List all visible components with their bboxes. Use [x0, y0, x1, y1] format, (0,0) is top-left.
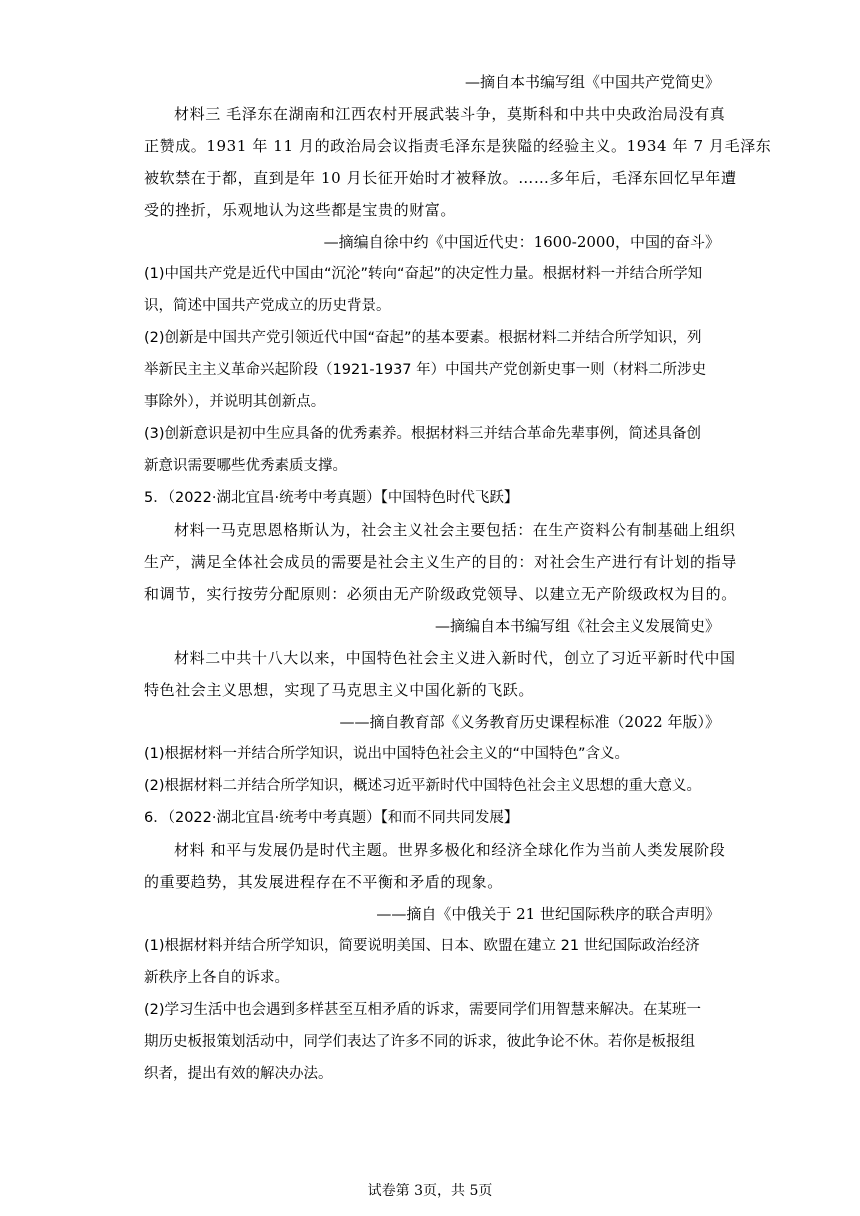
material-line: 特色社会主义思想，实现了马克思主义中国化新的飞跃。 [144, 681, 535, 699]
question-line: 识，简述中国共产党成立的历史背景。 [144, 298, 391, 314]
material-line: 生产，满足全体社会成员的需要是社会主义生产的目的：对社会生产进行有计划的指导 [144, 553, 737, 571]
source-citation: —摘编自本书编写组《社会主义发展简史》 [434, 617, 720, 635]
page-footer: 试卷第 3页，共 5页 [367, 1183, 493, 1199]
source-citation: ——摘自《中俄关于 21 世纪国际秩序的联合声明》 [376, 905, 720, 923]
question-heading: 5．（2022·湖北宜昌·统考中考真题）【中国特色时代飞跃】 [144, 490, 519, 506]
question-line: (2)创新是中国共产党引领近代中国“奋起”的基本要素。根据材料二并结合所学知识，列 [144, 330, 702, 346]
question-heading: 6．（2022·湖北宜昌·统考中考真题）【和而不同共同发展】 [144, 810, 519, 826]
question-line: 新秩序上各自的诉求。 [144, 970, 289, 986]
question-line: (1)根据材料一并结合所学知识，说出中国特色社会主义的“中国特色”含义。 [144, 746, 630, 762]
material-three-line: 被软禁在于都，直到是年 10 月长征开始时才被释放。……多年后，毛泽东回忆早年遭 [144, 169, 737, 187]
question-line: 新意识需要哪些优秀素质支撑。 [144, 458, 347, 474]
material-line: 材料二中共十八大以来，中国特色社会主义进入新时代，创立了习近平新时代中国 [174, 649, 736, 667]
question-line: 织者，提出有效的解决办法。 [144, 1066, 333, 1082]
question-line: (2)学习生活中也会遇到多样甚至互相矛盾的诉求，需要同学们用智慧来解决。在某班一 [144, 1002, 702, 1018]
question-line: (1)中国共产党是近代中国由“沉沦”转向“奋起”的决定性力量。根据材料一并结合所学知 [144, 266, 703, 282]
material-line: 的重要趋势，其发展进程存在不平衡和矛盾的现象。 [144, 873, 503, 891]
material-line: 材料一马克思恩格斯认为，社会主义社会主要包括：在生产资料公有制基础上组织 [174, 521, 736, 539]
material-line: 材料 和平与发展仍是时代主题。世界多极化和经济全球化作为当前人类发展阶段 [174, 841, 726, 859]
source-citation: —摘自本书编写组《中国共产党简史》 [464, 73, 720, 91]
source-citation: —摘编自徐中约《中国近代史：1600-2000，中国的奋斗》 [323, 233, 720, 251]
material-three-line: 材料三 毛泽东在湖南和江西农村开展武装斗争，莫斯科和中共中央政治局没有真 [174, 105, 726, 123]
material-three-line: 正赞成。1931 年 11 月的政治局会议指责毛泽东是狭隘的经验主义。1934 年 7 月毛泽东 [144, 137, 772, 155]
material-line: 和调节，实行按劳分配原则：必须由无产阶级政党领导、以建立无产阶级政权为目的。 [144, 585, 737, 603]
question-line: 事除外），并说明其创新点。 [144, 394, 326, 410]
source-citation: ——摘自教育部《义务教育历史课程标准（2022 年版）》 [339, 713, 720, 731]
question-line: (2)根据材料二并结合所学知识，概述习近平新时代中国特色社会主义思想的重大意义。 [144, 778, 702, 794]
page-content [0, 66, 860, 1090]
question-line: 期历史板报策划活动中，同学们表达了许多不同的诉求，彼此争论不休。若你是板报组 [144, 1034, 695, 1050]
material-three-line: 受的挫折，乐观地认为这些都是宝贵的财富。 [144, 201, 457, 219]
question-line: (1)根据材料并结合所学知识，简要说明美国、日本、欧盟在建立 21 世纪国际政治经济 [144, 938, 700, 954]
question-line: 举新民主主义革命兴起阶段（1921-1937 年）中国共产党创新史事一则（材料二所涉史 [144, 362, 707, 378]
question-line: (3)创新意识是初中生应具备的优秀素养。根据材料三并结合革命先辈事例，简述具备创 [144, 426, 702, 442]
